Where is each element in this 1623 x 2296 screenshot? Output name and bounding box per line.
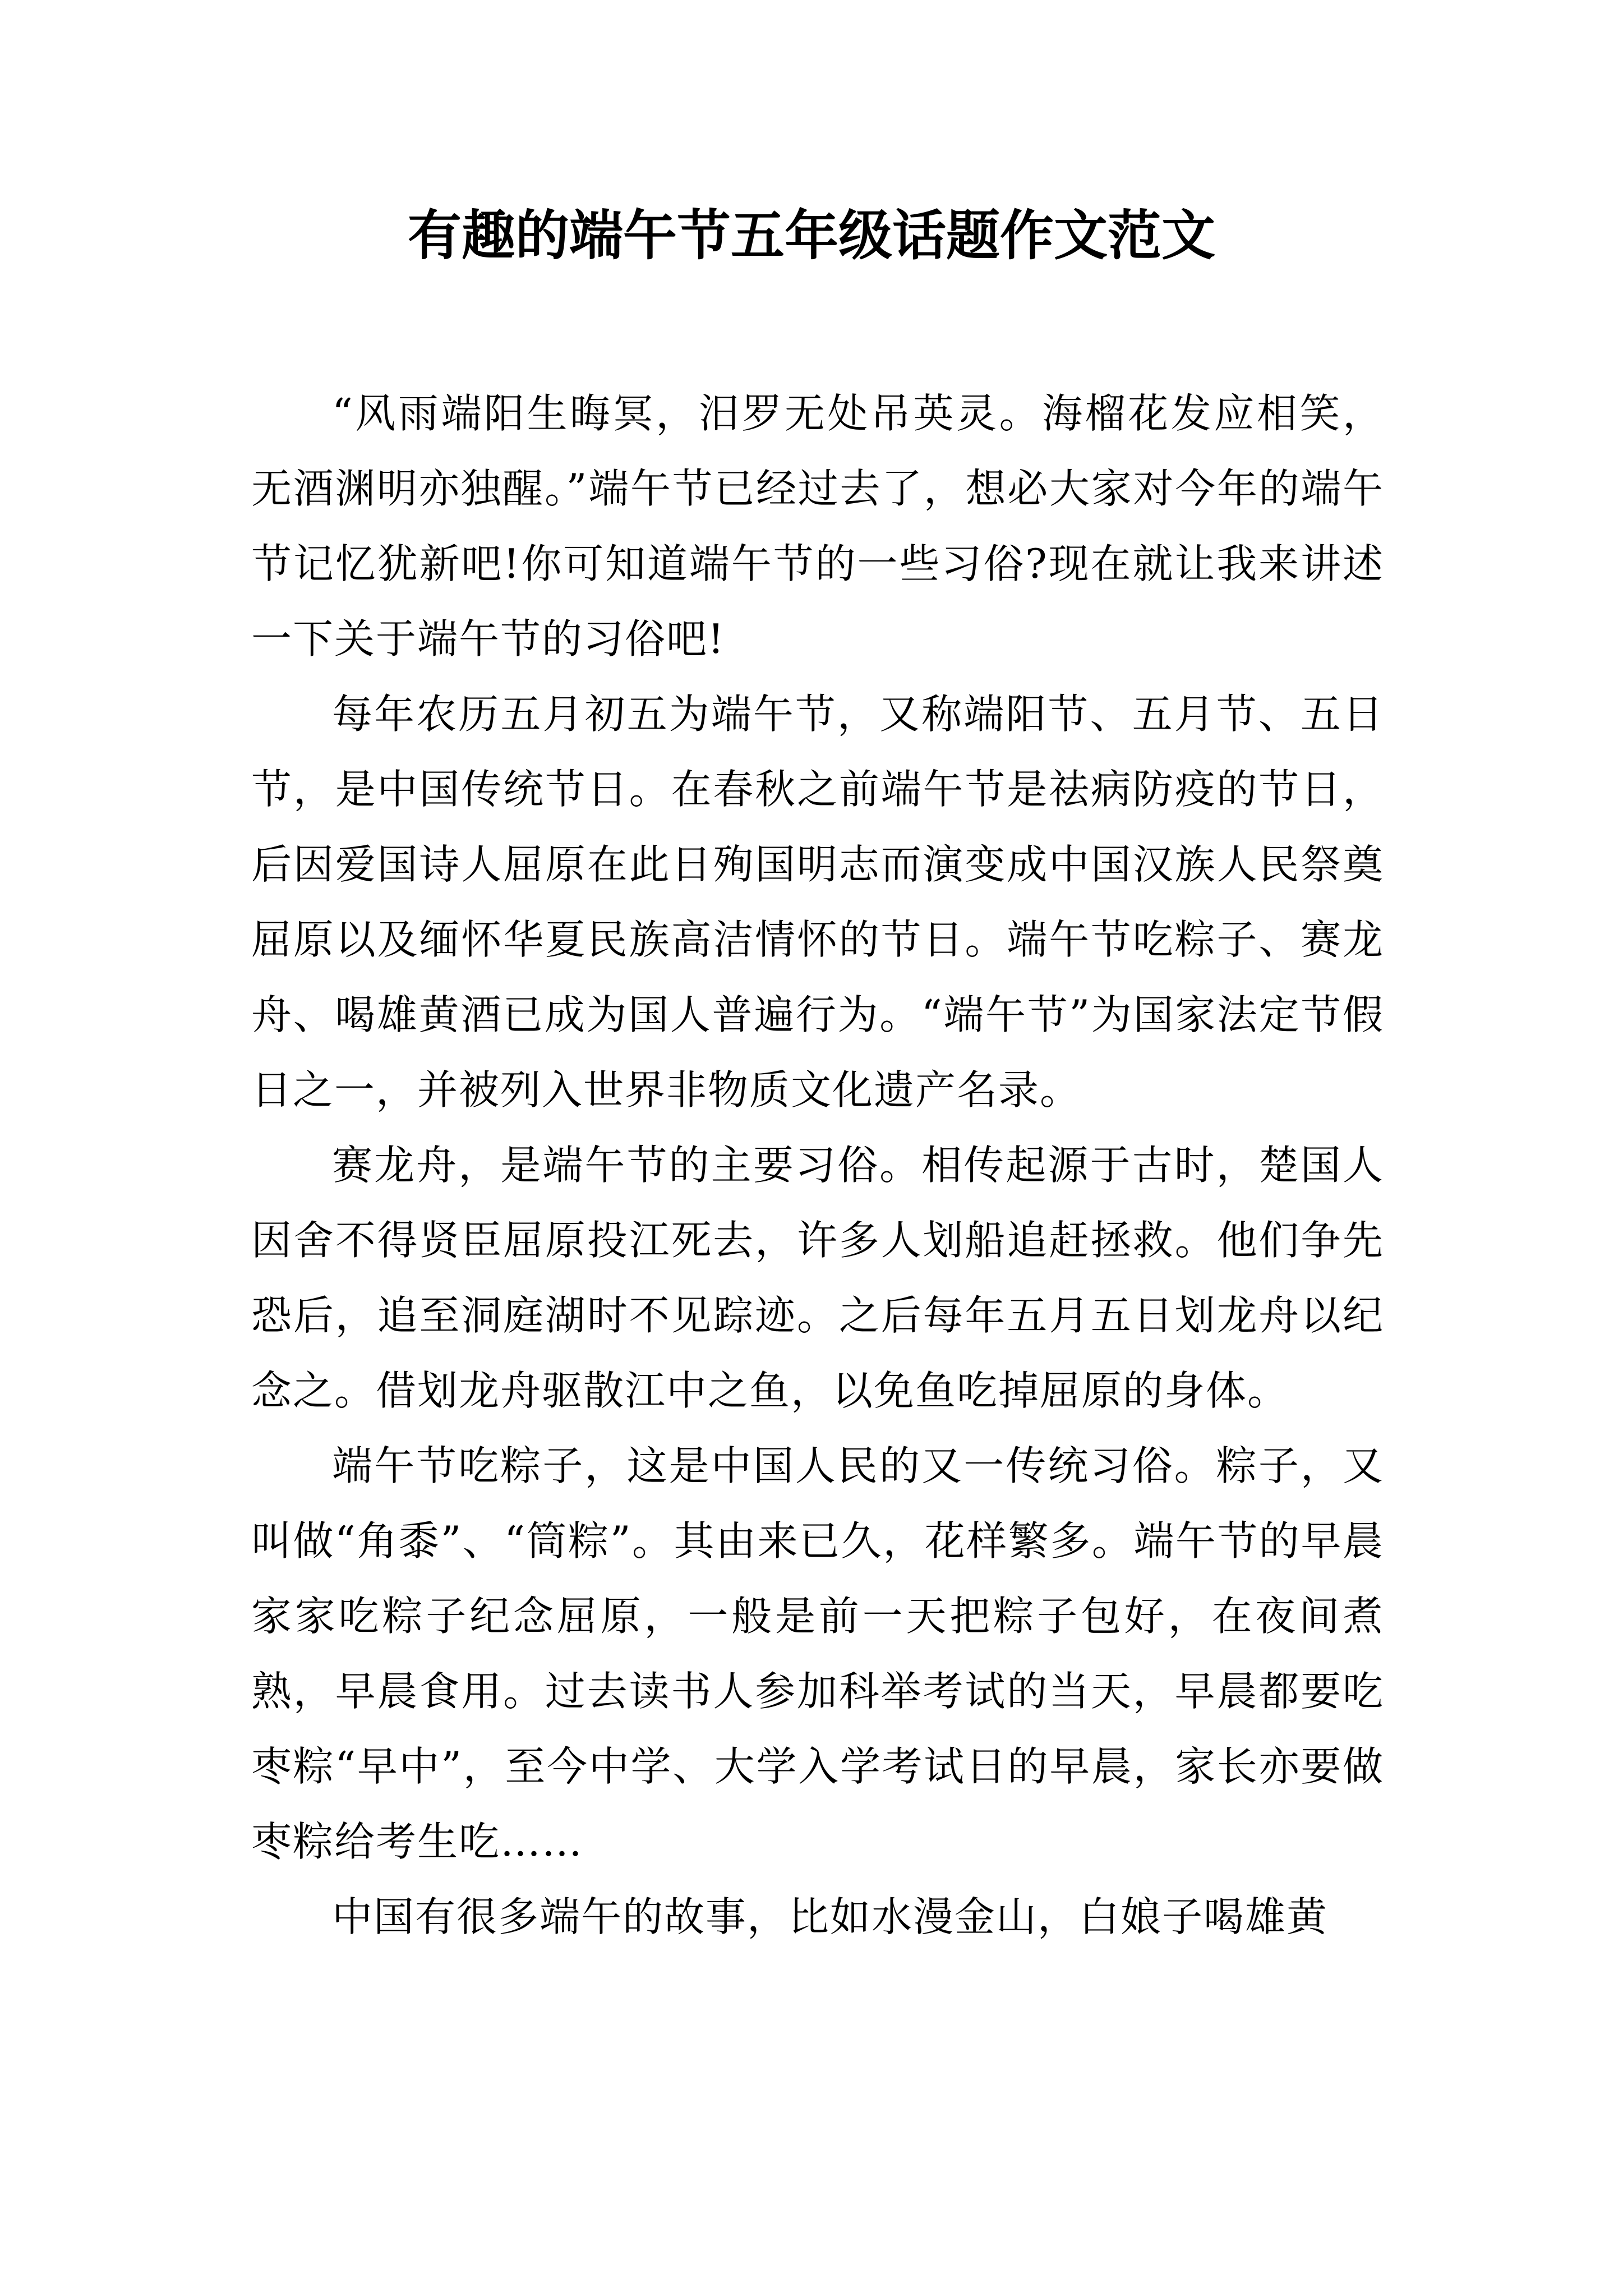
paragraph-1: “风雨端阳生晦冥，汨罗无处吊英灵。海榴花发应相笑，无酒渊明亦独醒。”端午节已经过去了，想必大家对今年的端午节记忆犹新吧!你可知道端午节的一些习俗?现在就让我来讲述一下关于端午节的习俗吧!	[251, 390, 1384, 662]
paragraph-4: 端午节吃粽子，这是中国人民的又一传统习俗。粽子，又叫做“角黍”、“筒粽”。其由来已久，花样繁多。端午节的早晨家家吃粽子纪念屈原，一般是前一天把粽子包好，在夜间煮熟，早晨食用。过去读书人参加科举考试的当天，早晨都要吃枣粽“早中”，至今中学、大学入学考试日的早晨，家长亦要做枣粽给考生吃……	[251, 1442, 1384, 1865]
document-title: 有趣的端午节五年级话题作文范文	[408, 204, 1215, 267]
paragraph-2: 每年农历五月初五为端午节，又称端阳节、五月节、五日节，是中国传统节日。在春秋之前端午节是祛病防疫的节日，后因爱国诗人屈原在此日殉国明志而演变成中国汉族人民祭奠屈原以及缅怀华夏民族高洁情怀的节日。端午节吃粽子、赛龙舟、喝雄黄酒已成为国人普遍行为。“端午节”为国家法定节假日之一，并被列入世界非物质文化遗产名录。	[251, 691, 1384, 1114]
document-body	[251, 376, 1384, 1954]
paragraph-3: 赛龙舟，是端午节的主要习俗。相传起源于古时，楚国人因舍不得贤臣屈原投江死去，许多人划船追赶拯救。他们争先恐后，追至洞庭湖时不见踪迹。之后每年五月五日划龙舟以纪念之。借划龙舟驱散江中之鱼，以免鱼吃掉屈原的身体。	[251, 1142, 1384, 1414]
paragraph-5: 中国有很多端午的故事，比如水漫金山，白娘子喝雄黄	[332, 1893, 1329, 1940]
